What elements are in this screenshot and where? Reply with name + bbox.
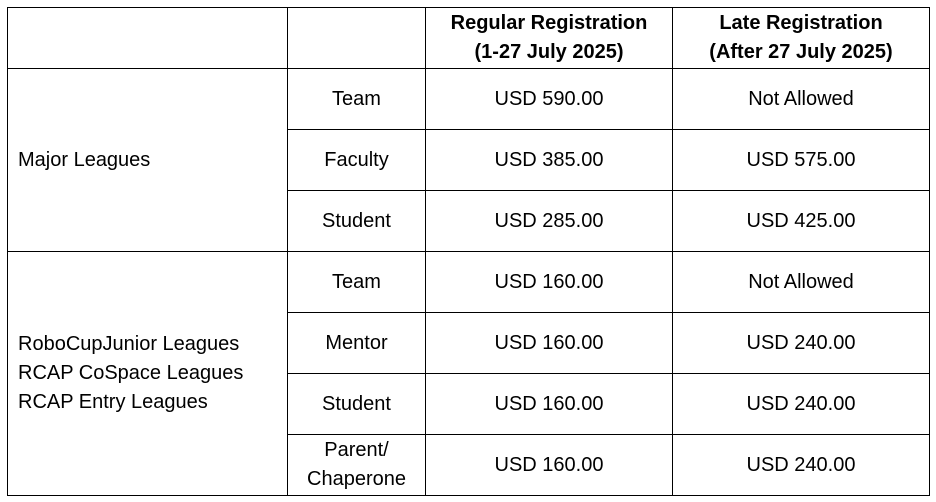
- regular-fee-cell: USD 160.00: [426, 252, 673, 313]
- header-late-title: Late Registration: [719, 12, 883, 34]
- late-fee-cell: USD 240.00: [673, 313, 930, 374]
- participant-type-cell: [288, 69, 426, 130]
- regular-fee-cell: USD 160.00: [426, 435, 673, 496]
- league-name: RoboCupJunior Leagues: [18, 333, 240, 355]
- participant-type: Faculty: [324, 148, 389, 171]
- participant-type: Mentor: [325, 331, 388, 354]
- header-late-registration: [673, 8, 930, 69]
- participant-type-cell: [288, 191, 426, 252]
- participant-type-cell: [288, 435, 426, 496]
- league-group-cell: [8, 252, 288, 496]
- header-regular-title: Regular Registration: [450, 12, 648, 34]
- participant-type-cell: [288, 252, 426, 313]
- league-name: RCAP Entry Leagues: [18, 391, 208, 413]
- participant-type-cell: [288, 374, 426, 435]
- participant-type: Team: [332, 87, 381, 110]
- participant-type: Student: [322, 392, 391, 415]
- participant-type-cell: [288, 313, 426, 374]
- participant-type: Chaperone: [307, 468, 406, 490]
- table-row: [8, 69, 930, 130]
- late-fee-cell: Not Allowed: [673, 252, 930, 313]
- header-regular-dates: (1-27 July 2025): [474, 41, 624, 63]
- late-fee-cell: USD 240.00: [673, 374, 930, 435]
- league-group-cell: [8, 69, 288, 252]
- regular-fee-cell: USD 285.00: [426, 191, 673, 252]
- participant-type: Student: [322, 209, 391, 232]
- header-corner-cell: [8, 8, 288, 69]
- league-name: RCAP CoSpace Leagues: [18, 362, 244, 384]
- participant-type: Parent/: [324, 439, 389, 461]
- header-late-dates: (After 27 July 2025): [709, 41, 893, 63]
- late-fee-cell: Not Allowed: [673, 69, 930, 130]
- regular-fee-cell: USD 590.00: [426, 69, 673, 130]
- late-fee-cell: USD 425.00: [673, 191, 930, 252]
- participant-type-cell: [288, 130, 426, 191]
- league-name: Major Leagues: [18, 148, 151, 171]
- regular-fee-cell: USD 160.00: [426, 313, 673, 374]
- late-fee-cell: USD 575.00: [673, 130, 930, 191]
- late-fee-cell: USD 240.00: [673, 435, 930, 496]
- header-row: [8, 8, 930, 69]
- regular-fee-cell: USD 160.00: [426, 374, 673, 435]
- participant-type: Team: [332, 270, 381, 293]
- registration-fee-table: [7, 7, 930, 496]
- table-row: [8, 252, 930, 313]
- header-type-cell: [288, 8, 426, 69]
- regular-fee-cell: USD 385.00: [426, 130, 673, 191]
- header-regular-registration: [426, 8, 673, 69]
